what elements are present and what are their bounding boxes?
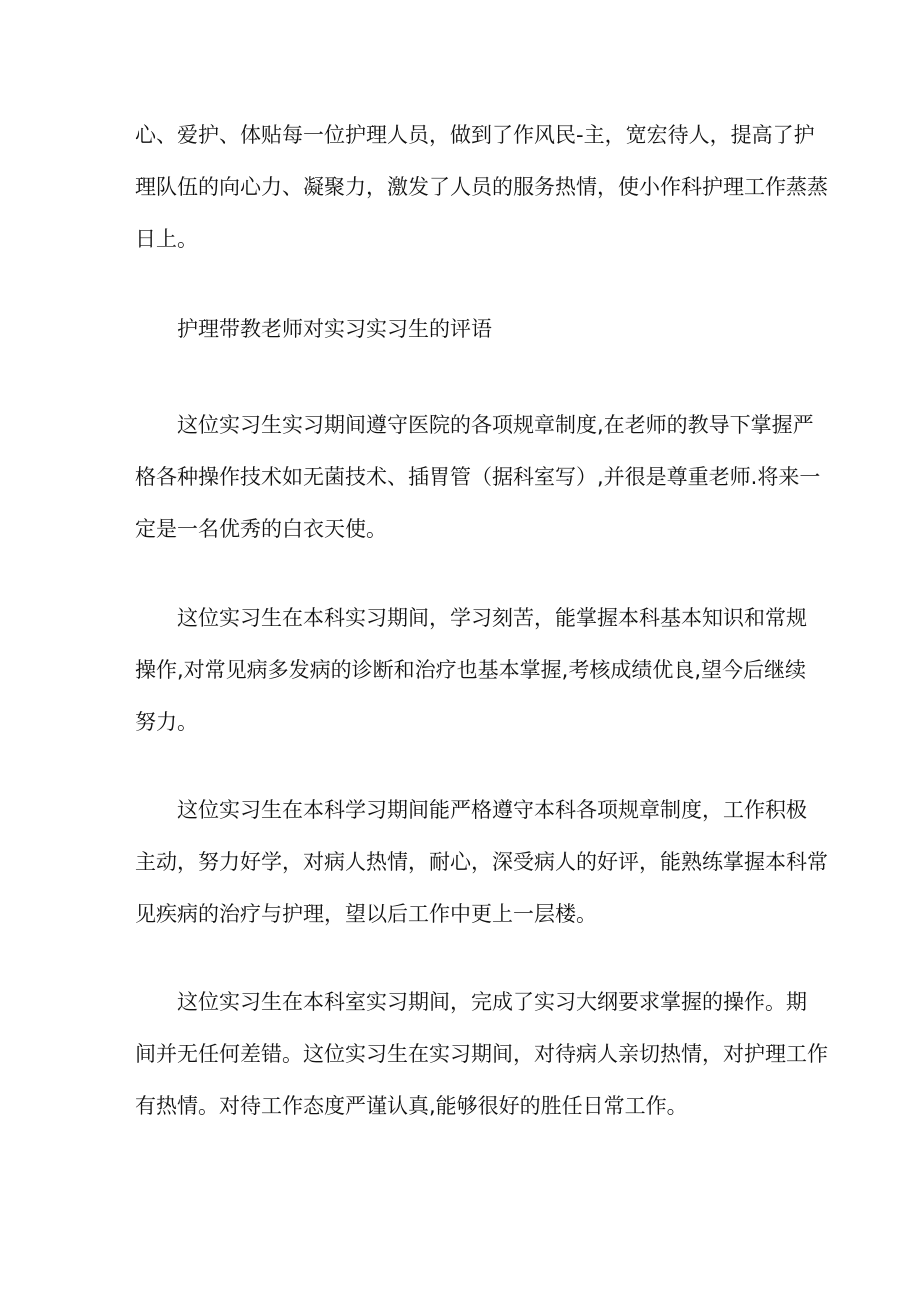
text-line: 这位实习生在本科室实习期间，完成了实习大纲要求掌握的操作。期: [177, 990, 807, 1014]
text-line: 间并无任何差错。这位实习生在实习期间，对待病人亲切热情，对护理工作: [135, 1042, 828, 1066]
paragraph-intro-continuation: [135, 122, 828, 253]
paragraph-comment-2: [135, 605, 807, 736]
text-line: 心、爱护、体贴每一位护理人员，做到了作风民-主，宽宏待人，提高了护: [135, 123, 815, 147]
text-line: 努力。: [135, 710, 198, 734]
text-line: 理队伍的向心力、凝聚力，激发了人员的服务热情，使小作科护理工作蒸蒸: [135, 175, 828, 199]
paragraph-comment-4: [135, 989, 828, 1120]
text-line: 定是一名优秀的白衣天使。: [135, 517, 387, 541]
text-line: 有热情。对待工作态度严谨认真,能够很好的胜任日常工作。: [135, 1094, 688, 1118]
paragraph-comment-3: [135, 797, 828, 928]
text-line: 主动，努力好学，对病人热情，耐心，深受病人的好评，能熟练掌握本科常: [135, 850, 828, 874]
text-line: 日上。: [135, 227, 198, 251]
heading-text: 护理带教老师对实习实习生的评语: [177, 317, 492, 341]
text-line: 这位实习生在本科学习期间能严格遵守本科各项规章制度，工作积极: [177, 798, 807, 822]
paragraph-comment-1: [135, 412, 821, 543]
text-line: 格各种操作技术如无菌技术、插胃管（据科室写）,并很是尊重老师.将来一: [135, 465, 821, 489]
text-line: 这位实习生在本科实习期间，学习刻苦，能掌握本科基本知识和常规: [177, 606, 807, 630]
section-heading: [135, 316, 800, 343]
text-line: 这位实习生实习期间遵守医院的各项规章制度,在老师的教导下掌握严: [177, 413, 814, 437]
text-line: 见疾病的治疗与护理，望以后工作中更上一层楼。: [135, 902, 597, 926]
text-line: 操作,对常见病多发病的诊断和治疗也基本掌握,考核成绩优良,望今后继续: [135, 658, 807, 682]
